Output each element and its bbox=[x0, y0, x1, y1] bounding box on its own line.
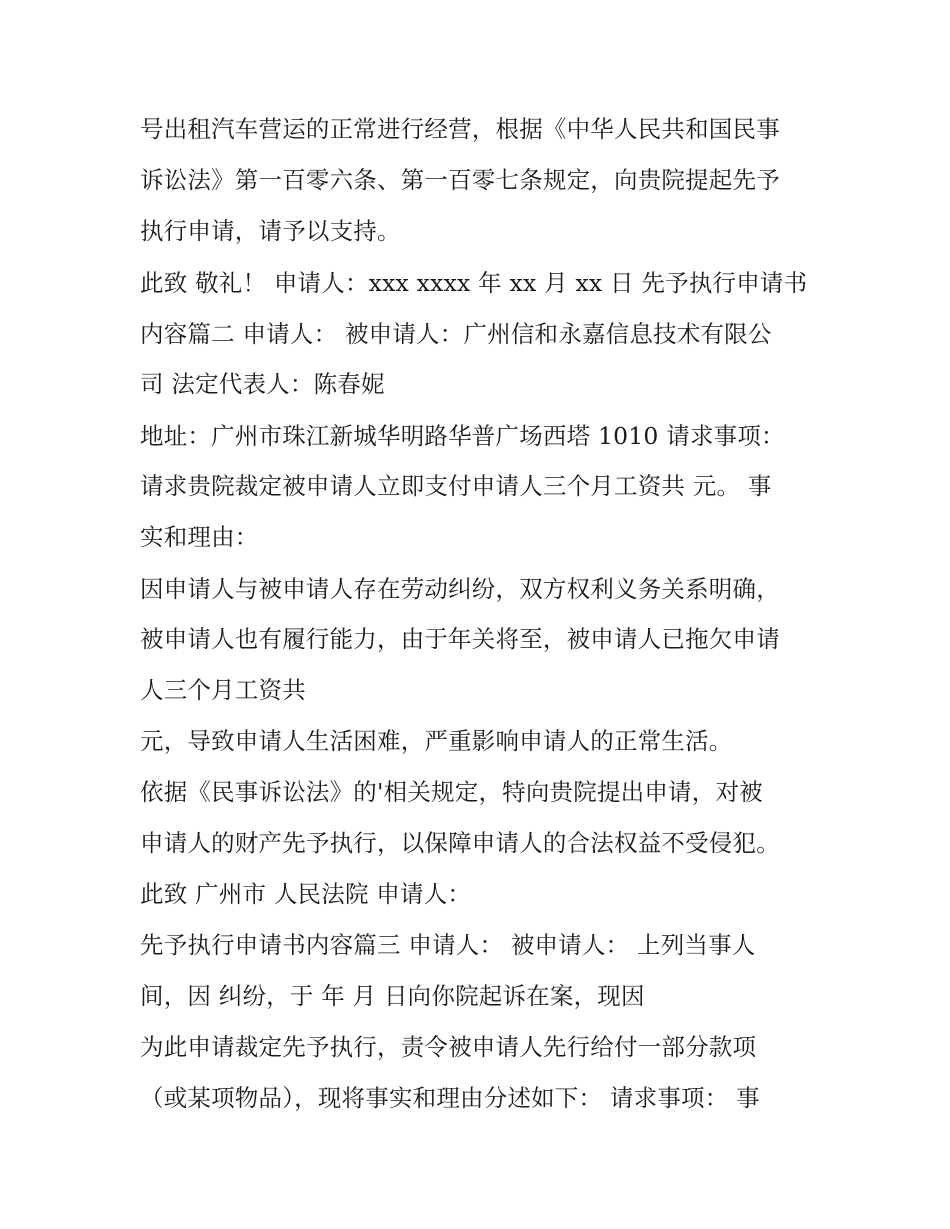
text-line: 执行申请，请予以支持。 bbox=[140, 217, 401, 245]
text-line: 司 法定代表人：陈春妮 bbox=[140, 370, 385, 398]
text-line: 间，因 纠纷，于 年 月 日向你院起诉在案，现因 bbox=[140, 982, 645, 1010]
text-line: 诉讼法》第一百零六条、第一百零七条规定，向贵院提起先予 bbox=[140, 166, 780, 194]
text-line: 请求贵院裁定被申请人立即支付申请人三个月工资共 元。 事 bbox=[140, 472, 772, 500]
text-line: 实和理由： bbox=[140, 523, 259, 551]
text-line: 元，导致申请人生活困难，严重影响申请人的正常生活。 bbox=[140, 727, 733, 755]
text-line: （或某项物品），现将事实和理由分述如下： 请求事项： 事 bbox=[140, 1084, 760, 1112]
text-line: 内容篇二 申请人： 被申请人：广州信和永嘉信息技术有限公 bbox=[140, 320, 772, 348]
text-line: 依据《民事诉讼法》的'相关规定，特向贵院提出申请，对被 bbox=[140, 778, 763, 806]
text-line: 先予执行申请书内容篇三 申请人： 被申请人： 上列当事人 bbox=[140, 931, 756, 959]
text-line: 人三个月工资共 bbox=[140, 676, 306, 704]
text-line: 被申请人也有履行能力，由于年关将至，被申请人已拖欠申请 bbox=[140, 625, 780, 653]
text-line: 号出租汽车营运的正常进行经营，根据《中华人民共和国民事 bbox=[140, 115, 780, 143]
text-line: 因申请人与被申请人存在劳动纠纷，双方权利义务关系明确， bbox=[140, 575, 780, 603]
text-line: 申请人的财产先予执行，以保障申请人的合法权益不受侵犯。 bbox=[140, 829, 780, 857]
text-line: 为此申请裁定先予执行，责令被申请人先行给付一部分款项 bbox=[140, 1033, 757, 1061]
text-line: 地址：广州市珠江新城华明路华普广场西塔 1010 请求事项： bbox=[140, 422, 785, 450]
text-line: 此致 广州市 人民法院 申请人： bbox=[140, 880, 472, 908]
text-line: 此致 敬礼！ 申请人：xxx xxxx 年 xx 月 xx 日 先予执行申请书 bbox=[140, 269, 808, 297]
